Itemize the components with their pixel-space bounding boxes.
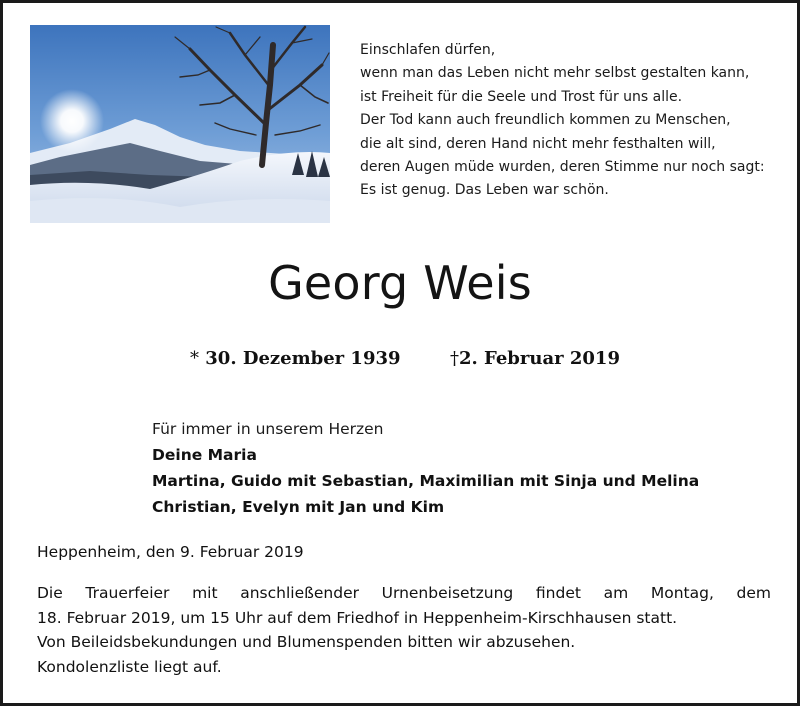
death-symbol: † [450, 348, 459, 369]
poem-line: ist Freiheit für die Seele und Trost für uns alle. [360, 88, 683, 105]
notice-line: Die Trauerfeier mit anschließender Urnenbeisetzung findet am Montag, dem [37, 584, 771, 602]
family-member: Christian, Evelyn mit Jan und Kim [152, 498, 445, 516]
birth-date-text: 30. Dezember 1939 [205, 348, 401, 369]
poem-text [360, 39, 780, 203]
deceased-name: Georg Weis [268, 256, 532, 310]
winter-landscape-photo [30, 25, 330, 223]
death-date [450, 346, 620, 372]
family-member: Martina, Guido mit Sebastian, Maximilian mit Sinja und Melina [152, 472, 700, 490]
poem-line: Der Tod kann auch freundlich kommen zu Menschen, [360, 112, 731, 129]
death-date-text: 2. Februar 2019 [459, 348, 620, 369]
family-block [152, 416, 792, 520]
funeral-notice [37, 581, 771, 679]
poem-line: Einschlafen dürfen, [360, 42, 496, 58]
poem-line: deren Augen müde wurden, deren Stimme nur noch sagt: [360, 159, 765, 176]
family-intro: Für immer in unserem Herzen [152, 420, 384, 438]
poem-line: wenn man das Leben nicht mehr selbst gestalten kann, [360, 65, 750, 82]
poem-line: die alt sind, deren Hand nicht mehr festhalten will, [360, 135, 716, 152]
poem-line: Es ist genug. Das Leben war schön. [360, 182, 609, 199]
notice-line: 18. Februar 2019, um 15 Uhr auf dem Friedhof in Heppenheim-Kirschhausen statt. [37, 608, 678, 627]
family-member: Deine Maria [152, 446, 257, 464]
notice-line: Von Beileidsbekundungen und Blumenspenden bitten wir abzusehen. [37, 633, 576, 651]
place-dateline: Heppenheim, den 9. Februar 2019 [37, 543, 304, 561]
winter-tree-image [30, 25, 330, 223]
birth-date [190, 346, 401, 372]
notice-line: Kondolenzliste liegt auf. [37, 657, 222, 676]
birth-symbol: * [190, 348, 199, 369]
